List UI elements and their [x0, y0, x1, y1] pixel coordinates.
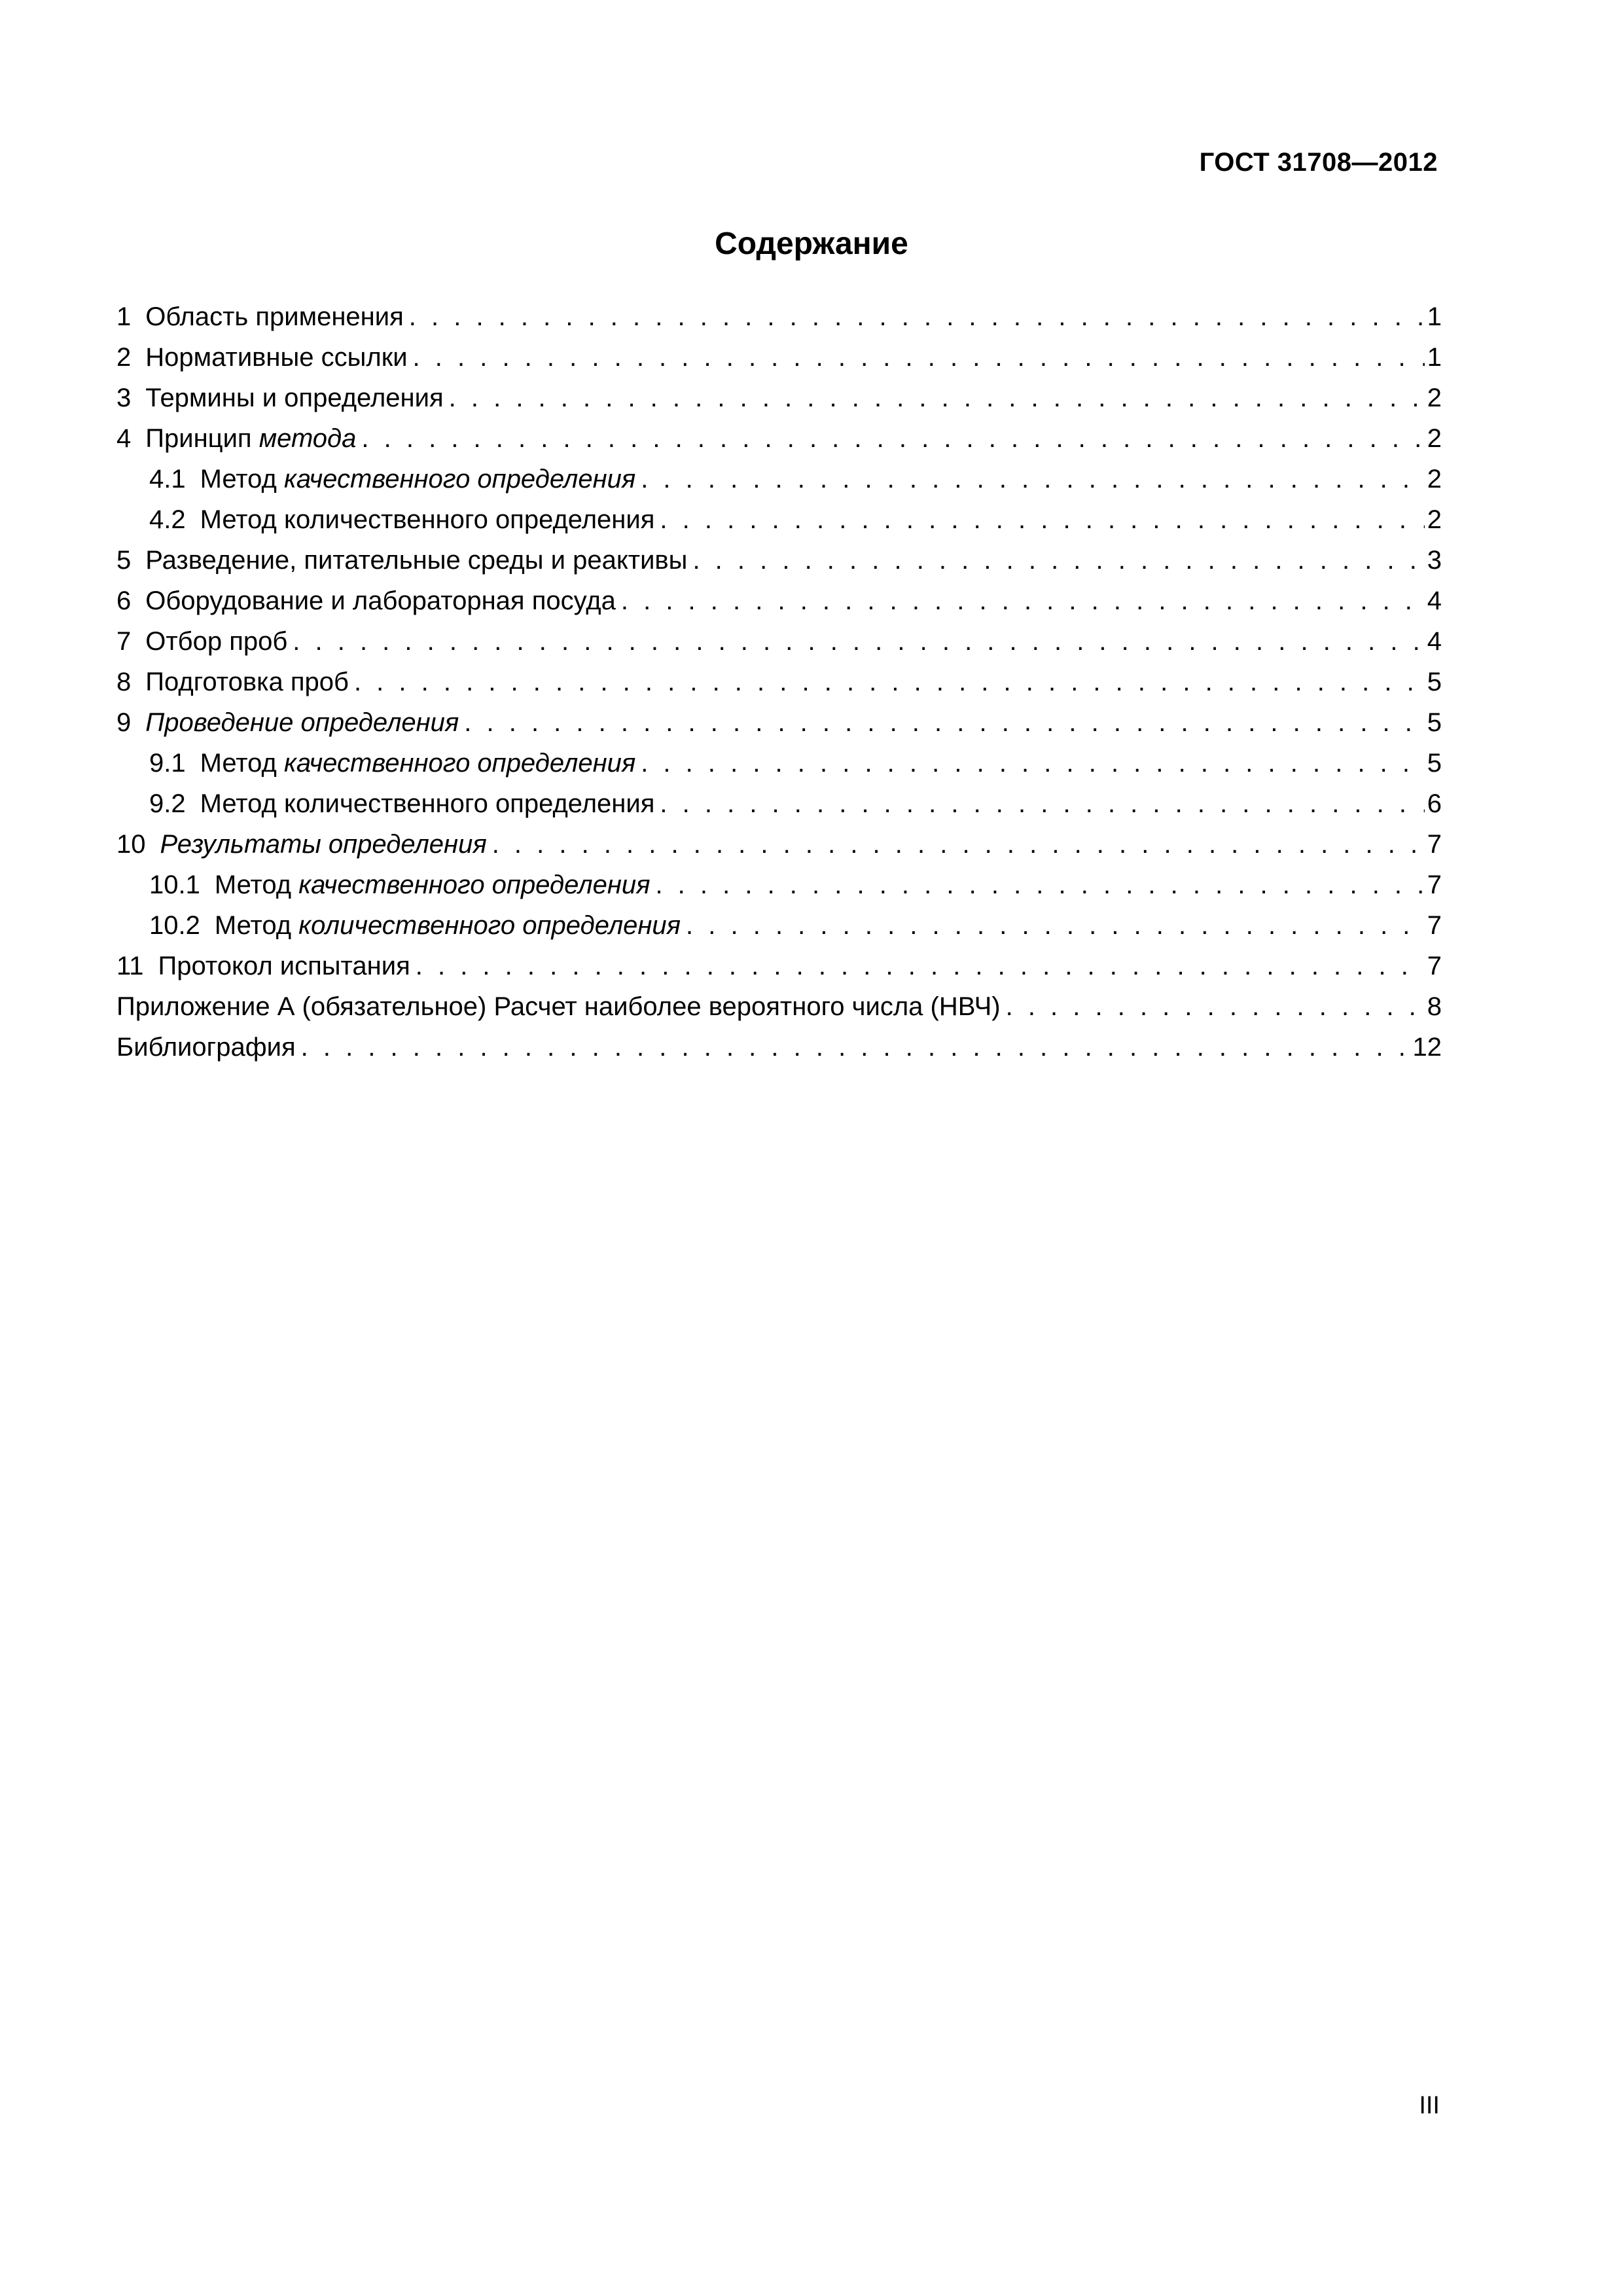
toc-entry-page: 7 [1427, 870, 1442, 899]
toc-entry-text: Метод количественного определения [200, 505, 655, 534]
toc-entry-page: 4 [1427, 586, 1442, 615]
toc-entry-page: 4 [1427, 627, 1442, 656]
toc-entry[interactable] [116, 581, 1442, 621]
toc-entry-title [116, 540, 687, 581]
toc-entry-page: 7 [1427, 952, 1442, 980]
toc-entry[interactable] [116, 1027, 1442, 1067]
toc-entry-number: 4.2 [149, 505, 186, 534]
toc-dot-leader [409, 296, 1425, 337]
toc-entry-title [149, 865, 650, 905]
page-number: III [1419, 2092, 1440, 2119]
toc-entry-title [149, 783, 654, 824]
toc-dot-leader [686, 905, 1425, 946]
toc-entry-text: Термины и определения [145, 384, 444, 412]
toc-entry-number: 4.1 [149, 465, 186, 493]
toc-entry-page: 7 [1427, 911, 1442, 940]
toc-entry-text: Метод [214, 911, 299, 940]
toc-entry-title [116, 946, 410, 986]
toc-entry-page: 5 [1427, 668, 1442, 696]
toc-entry-text: качественного определения [284, 465, 636, 493]
toc-entry-title [116, 621, 287, 662]
toc-entry-page: 12 [1412, 1033, 1442, 1062]
toc-entry[interactable] [116, 905, 1442, 946]
toc-entry[interactable] [116, 986, 1442, 1027]
toc-dot-leader [354, 662, 1425, 702]
toc-entry-title [116, 296, 404, 337]
toc-entry-text: Метод количественного определения [200, 789, 655, 818]
document-code: ГОСТ 31708—2012 [1199, 148, 1438, 177]
toc-entry-number: 9.1 [149, 749, 186, 778]
toc-entry-title [149, 743, 635, 783]
toc-entry-title [116, 581, 616, 621]
toc-entry[interactable] [116, 946, 1442, 986]
toc-entry-number: 10.2 [149, 911, 200, 940]
toc-entry[interactable] [116, 540, 1442, 581]
toc-dot-leader [301, 1027, 1410, 1067]
toc-dot-leader [449, 378, 1425, 418]
toc-entry-page: 2 [1427, 465, 1442, 493]
toc-title: Содержание [715, 226, 908, 261]
toc-entry-number: 1 [116, 302, 132, 331]
toc-entry-text: Отбор проб [145, 627, 288, 656]
toc-dot-leader [692, 540, 1424, 581]
toc-dot-leader [655, 865, 1424, 905]
toc-entry[interactable] [116, 378, 1442, 418]
toc-entry-text: Протокол испытания [158, 952, 410, 980]
toc-entry-text: качественного определения [284, 749, 636, 778]
table-of-contents [116, 296, 1442, 1067]
toc-entry[interactable] [116, 621, 1442, 662]
toc-entry-text: Библиография [116, 1033, 296, 1062]
toc-entry-number: 7 [116, 627, 132, 656]
toc-entry-text: Метод [200, 749, 284, 778]
toc-entry-title [116, 986, 1001, 1027]
toc-dot-leader [660, 783, 1424, 824]
toc-entry-text: Проведение определения [145, 708, 459, 737]
toc-dot-leader [641, 743, 1425, 783]
toc-entry-text: качественного определения [298, 870, 651, 899]
toc-entry-text: Подготовка проб [145, 668, 349, 696]
toc-entry-text: Оборудование и лабораторная посуда [145, 586, 616, 615]
toc-entry[interactable] [116, 418, 1442, 459]
toc-entry-title [149, 459, 635, 499]
toc-entry-text: Метод [214, 870, 299, 899]
toc-dot-leader [416, 946, 1425, 986]
toc-entry-number: 8 [116, 668, 132, 696]
toc-dot-leader [621, 581, 1425, 621]
toc-entry-title [116, 662, 349, 702]
toc-entry-page: 2 [1427, 505, 1442, 534]
toc-entry-number: 5 [116, 546, 132, 575]
toc-entry[interactable] [116, 499, 1442, 540]
toc-entry[interactable] [116, 824, 1442, 865]
toc-entry-number: 10.1 [149, 870, 200, 899]
toc-entry-text: Разведение, питательные среды и реактивы [145, 546, 688, 575]
toc-entry-page: 2 [1427, 424, 1442, 453]
toc-dot-leader [464, 702, 1424, 743]
toc-entry-title [149, 905, 681, 946]
toc-dot-leader [293, 621, 1424, 662]
toc-entry[interactable] [116, 662, 1442, 702]
toc-entry-title [116, 1027, 296, 1067]
toc-entry-text: Нормативные ссылки [145, 343, 408, 372]
toc-entry-text: Метод [200, 465, 284, 493]
toc-entry-number: 9 [116, 708, 132, 737]
toc-dot-leader [413, 337, 1425, 378]
toc-entry-title [116, 378, 444, 418]
toc-dot-leader [361, 418, 1424, 459]
toc-entry[interactable] [116, 865, 1442, 905]
toc-entry[interactable] [116, 783, 1442, 824]
toc-entry[interactable] [116, 743, 1442, 783]
toc-entry[interactable] [116, 702, 1442, 743]
toc-entry-text: метода [259, 424, 357, 453]
toc-entry-title [116, 337, 408, 378]
toc-entry-page: 5 [1427, 708, 1442, 737]
toc-entry-page: 6 [1427, 789, 1442, 818]
toc-entry-number: 11 [116, 952, 144, 980]
toc-entry-number: 10 [116, 830, 146, 859]
toc-entry-page: 1 [1427, 343, 1442, 372]
toc-dot-leader [492, 824, 1425, 865]
toc-entry-page: 3 [1427, 546, 1442, 575]
toc-entry[interactable] [116, 459, 1442, 499]
toc-entry-page: 2 [1427, 384, 1442, 412]
toc-entry-text: Принцип [145, 424, 259, 453]
toc-entry-title [116, 824, 487, 865]
toc-entry-page: 8 [1427, 992, 1442, 1021]
toc-dot-leader [660, 499, 1424, 540]
toc-entry[interactable] [116, 337, 1442, 378]
toc-entry[interactable] [116, 296, 1442, 337]
toc-entry-number: 2 [116, 343, 132, 372]
toc-entry-number: 6 [116, 586, 132, 615]
toc-entry-text: Результаты определения [160, 830, 487, 859]
toc-entry-title [116, 702, 459, 743]
toc-dot-leader [641, 459, 1425, 499]
toc-entry-page: 5 [1427, 749, 1442, 778]
toc-dot-leader [1006, 986, 1425, 1027]
toc-entry-number: 3 [116, 384, 132, 412]
toc-entry-text: количественного определения [298, 911, 681, 940]
toc-entry-page: 7 [1427, 830, 1442, 859]
toc-entry-text: Область применения [145, 302, 404, 331]
toc-entry-number: 4 [116, 424, 132, 453]
toc-entry-title [149, 499, 654, 540]
toc-entry-page: 1 [1427, 302, 1442, 331]
toc-entry-title [116, 418, 356, 459]
toc-entry-number: 9.2 [149, 789, 186, 818]
toc-entry-text: Приложение А (обязательное) Расчет наиболее вероятного числа (НВЧ) [116, 992, 1001, 1021]
